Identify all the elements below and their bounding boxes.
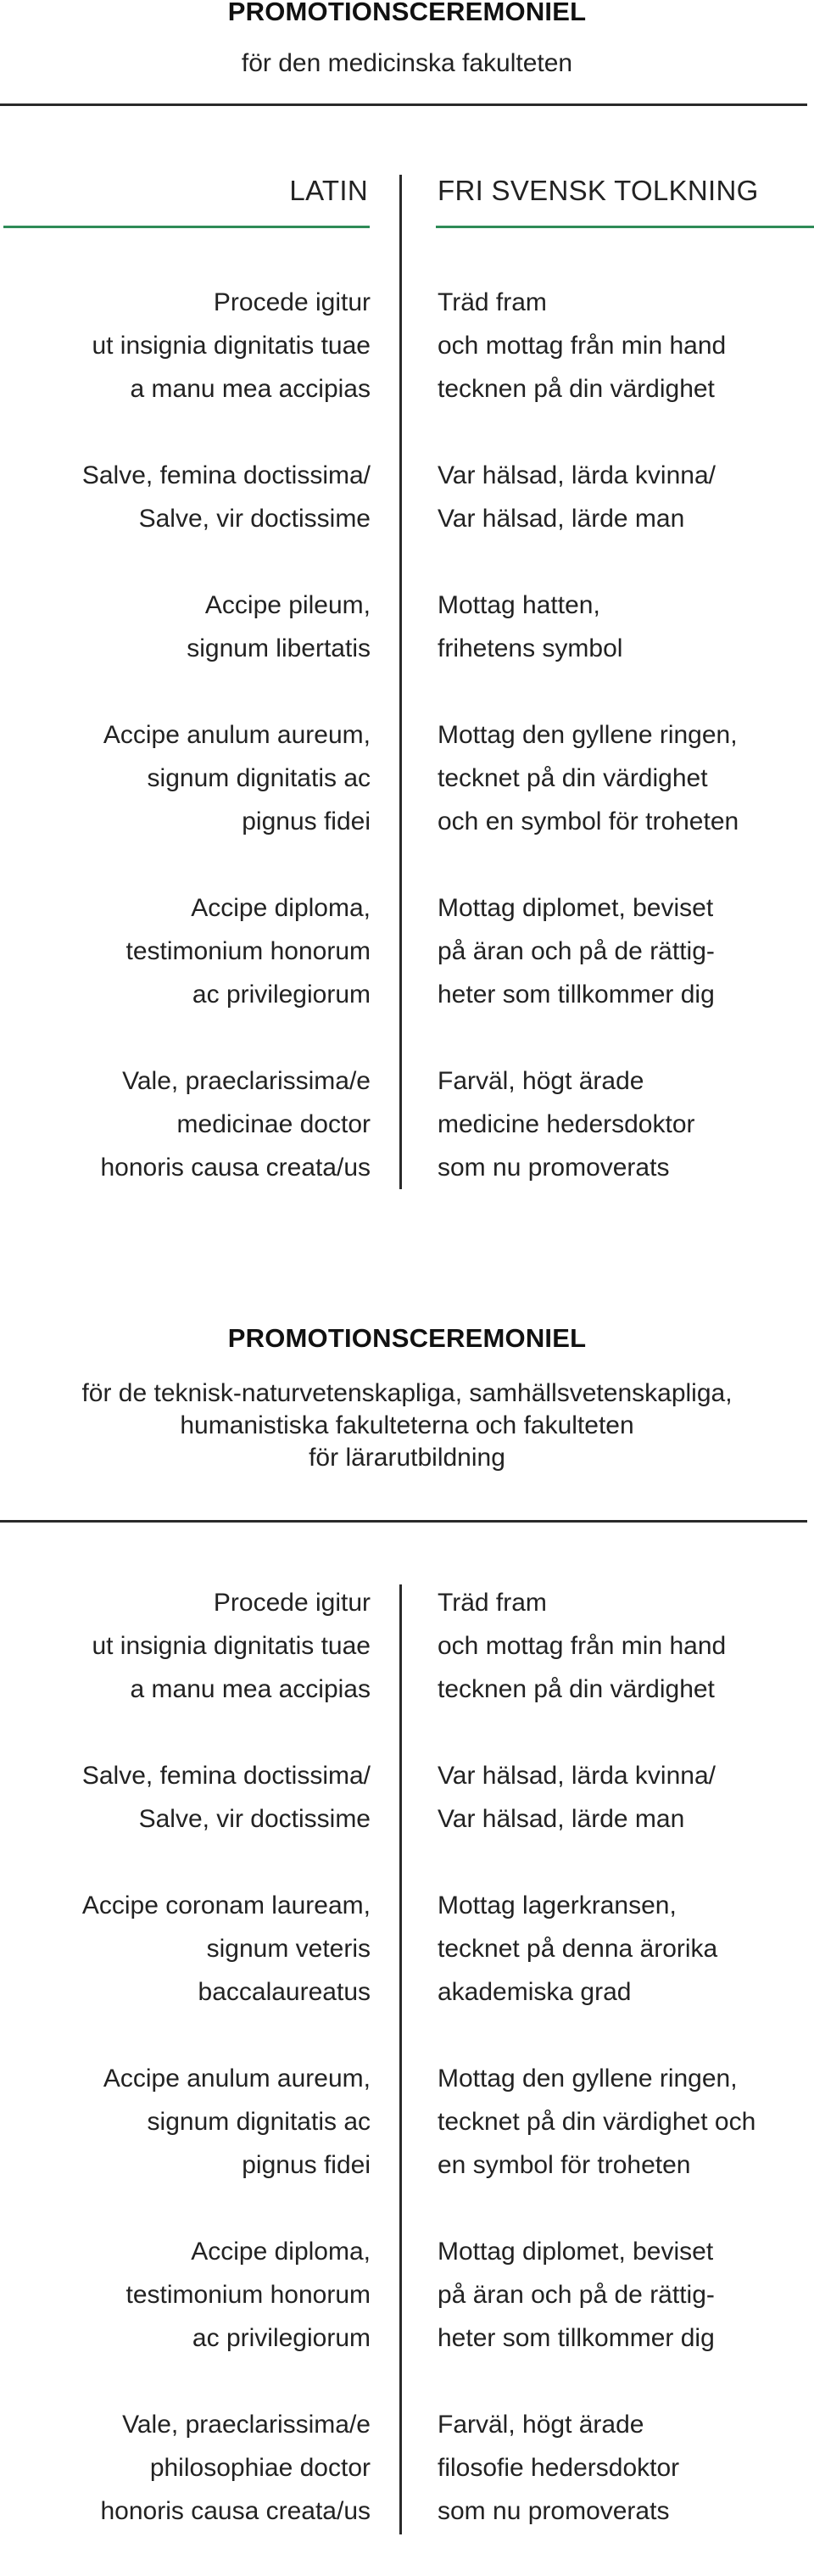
verse-line: ac privilegiorum <box>192 981 371 1009</box>
swedish-heading-underline <box>436 226 814 228</box>
verse-line: Var hälsad, lärda kvinna/ <box>438 1762 716 1790</box>
stanza <box>438 1884 814 2014</box>
verse-line: Accipe pileum, <box>204 591 371 619</box>
verse-line: Accipe anulum aureum, <box>103 721 371 749</box>
section2-top-rule <box>0 1520 807 1523</box>
verse-line: philosophiae doctor <box>149 2454 371 2482</box>
section2-subtitle-line: för de teknisk-naturvetenskapliga, samhällsvetenskapliga, <box>81 1379 733 1407</box>
verse-line: Salve, vir doctissime <box>138 505 371 533</box>
verse-line: signum dignitatis ac <box>147 2108 371 2136</box>
verse-line: honoris causa creata/us <box>100 1154 371 1182</box>
verse-line: Procede igitur <box>213 288 371 316</box>
section1-subtitle: för den medicinska fakulteten <box>241 49 573 77</box>
verse-line: Vale, praeclarissima/e <box>122 2411 371 2439</box>
stanza <box>438 2403 814 2533</box>
swedish-heading: FRI SVENSK TOLKNING <box>438 175 759 206</box>
verse-line: pignus fidei <box>242 807 371 835</box>
stanza <box>0 281 371 411</box>
verse-line: signum libertatis <box>187 634 371 662</box>
verse-line: Träd fram <box>438 288 547 316</box>
section2-subtitle-line: för lärarutbildning <box>309 1444 505 1472</box>
section2-subtitle <box>0 1377 814 1474</box>
stanza <box>438 1754 814 1841</box>
verse-line: medicine hedersdoktor <box>438 1110 695 1138</box>
stanza <box>438 281 814 411</box>
verse-line: Accipe diploma, <box>191 894 371 922</box>
verse-line: och en symbol för troheten <box>438 807 739 835</box>
verse-line: Mottag den gyllene ringen, <box>438 2065 738 2093</box>
section1-title: PROMOTIONSCEREMONIEL <box>227 0 587 26</box>
stanza <box>0 713 371 843</box>
verse-line: på äran och på de rättig- <box>438 2281 715 2309</box>
verse-line: Procede igitur <box>213 1589 371 1617</box>
stanza <box>438 1059 814 1189</box>
verse-line: Mottag lagerkransen, <box>438 1891 677 1919</box>
verse-line: Mottag hatten, <box>438 591 600 619</box>
section1-column-divider <box>399 175 402 1189</box>
verse-line: Farväl, högt ärade <box>438 2411 644 2439</box>
verse-line: Accipe anulum aureum, <box>103 2065 371 2093</box>
section1-top-rule <box>0 103 807 106</box>
verse-line: och mottag från min hand <box>438 332 727 360</box>
verse-line: honoris causa creata/us <box>100 2497 371 2525</box>
verse-line: Var hälsad, lärde man <box>438 1805 685 1833</box>
verse-line: heter som tillkommer dig <box>438 2324 715 2352</box>
verse-line: Träd fram <box>438 1589 547 1617</box>
verse-line: Salve, femina doctissima/ <box>81 1762 371 1790</box>
verse-line: Var hälsad, lärda kvinna/ <box>438 461 716 489</box>
stanza <box>0 584 371 670</box>
stanza <box>438 2230 814 2360</box>
verse-line: filosofie hedersdoktor <box>438 2454 680 2482</box>
stanza <box>0 2403 371 2533</box>
verse-line: a manu mea accipias <box>130 1675 371 1703</box>
latin-heading: LATIN <box>289 175 368 206</box>
verse-line: tecknet på denna ärorika <box>438 1935 718 1963</box>
verse-line: Mottag diplomet, beviset <box>438 894 714 922</box>
verse-line: ut insignia dignitatis tuae <box>92 1632 371 1660</box>
section2-title: PROMOTIONSCEREMONIEL <box>227 1323 587 1353</box>
stanza <box>0 2057 371 2187</box>
verse-line: heter som tillkommer dig <box>438 981 715 1009</box>
stanza <box>0 2230 371 2360</box>
section1-swedish-column <box>438 281 814 1232</box>
verse-line: tecknet på din värdighet <box>438 764 708 792</box>
verse-line: en symbol för troheten <box>438 2151 691 2179</box>
stanza <box>0 1884 371 2014</box>
verse-line: tecknen på din värdighet <box>438 375 715 403</box>
verse-line: Mottag diplomet, beviset <box>438 2238 714 2266</box>
stanza <box>0 1581 371 1711</box>
section2-subtitle-line: humanistiska fakulteterna och fakulteten <box>180 1411 634 1439</box>
stanza <box>438 886 814 1016</box>
stanza <box>0 1059 371 1189</box>
stanza <box>438 713 814 843</box>
verse-line: signum dignitatis ac <box>147 764 371 792</box>
stanza <box>438 2057 814 2187</box>
verse-line: tecknen på din värdighet <box>438 1675 715 1703</box>
verse-line: på äran och på de rättig- <box>438 937 715 965</box>
section2-swedish-column <box>438 1581 814 2576</box>
verse-line: pignus fidei <box>242 2151 371 2179</box>
verse-line: ac privilegiorum <box>192 2324 371 2352</box>
stanza <box>0 1754 371 1841</box>
verse-line: frihetens symbol <box>438 634 623 662</box>
section1-latin-column <box>0 281 371 1232</box>
verse-line: medicinae doctor <box>176 1110 371 1138</box>
verse-line: och mottag från min hand <box>438 1632 727 1660</box>
section2-column-divider <box>399 1584 402 2534</box>
section2-latin-column <box>0 1581 371 2576</box>
verse-line: som nu promoverats <box>438 2497 670 2525</box>
verse-line: Accipe coronam lauream, <box>81 1891 371 1919</box>
verse-line: testimonium honorum <box>125 937 371 965</box>
verse-line: Vale, praeclarissima/e <box>122 1067 371 1095</box>
verse-line: Var hälsad, lärde man <box>438 505 685 533</box>
verse-line: testimonium honorum <box>125 2281 371 2309</box>
verse-line: signum veteris <box>206 1935 371 1963</box>
verse-line: som nu promoverats <box>438 1154 670 1182</box>
verse-line: Farväl, högt ärade <box>438 1067 644 1095</box>
verse-line: Accipe diploma, <box>191 2238 371 2266</box>
verse-line: tecknet på din värdighet och <box>438 2108 756 2136</box>
verse-line: baccalaureatus <box>198 1978 371 2006</box>
stanza <box>438 454 814 540</box>
verse-line: ut insignia dignitatis tuae <box>92 332 371 360</box>
verse-line: Mottag den gyllene ringen, <box>438 721 738 749</box>
stanza <box>438 584 814 670</box>
verse-line: a manu mea accipias <box>130 375 371 403</box>
stanza <box>438 1581 814 1711</box>
latin-heading-underline <box>3 226 370 228</box>
verse-line: Salve, vir doctissime <box>138 1805 371 1833</box>
stanza <box>0 454 371 540</box>
stanza <box>0 886 371 1016</box>
verse-line: akademiska grad <box>438 1978 632 2006</box>
verse-line: Salve, femina doctissima/ <box>81 461 371 489</box>
